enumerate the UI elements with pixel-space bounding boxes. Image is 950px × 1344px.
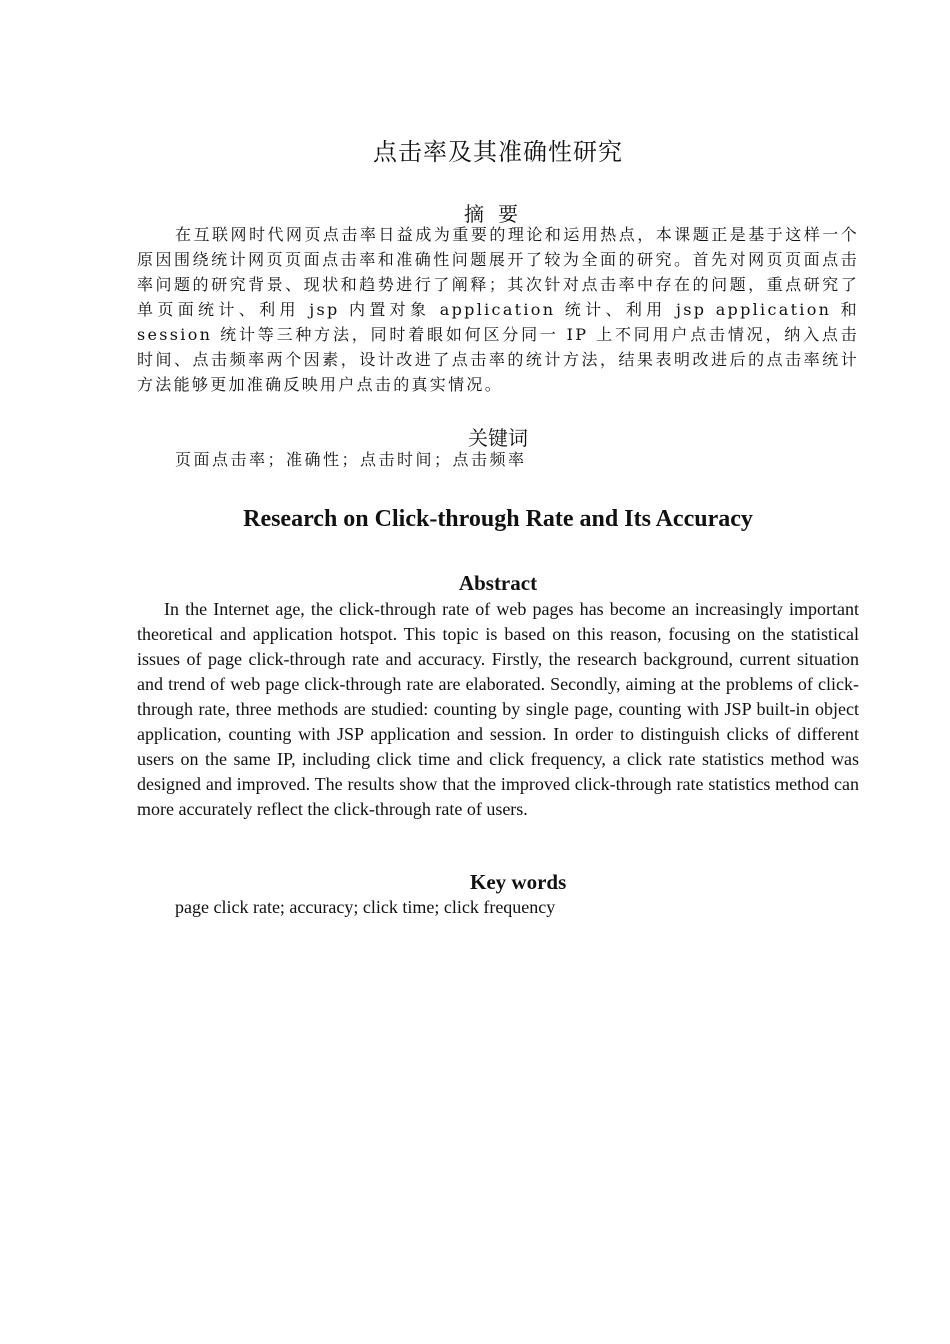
english-abstract-body: In the Internet age, the click-through rate of web pages has become an increasingly important theoretical and application hotspot. This topic is based on this reason, focusing on the statistical issues of page click-through rate and accuracy. Firstly, the research background, current situation and trend of web page click-through rate are elaborated. Secondly, aiming at the problems of click-through rate, three methods are studied: counting by single page, counting with JSP built-in object application, counting with JSP application and session. In order to distinguish clicks of different users on the same IP, including click time and click frequency, a click rate statistics method was designed and improved. The results show that the improved click-through rate statistics method can more accurately reflect the click-through rate of users. (137, 599, 859, 819)
english-keywords: page click rate; accuracy; click time; click frequency (175, 897, 556, 917)
chinese-keywords-heading: 关键词 (468, 426, 528, 450)
chinese-keywords: 页面点击率；准确性；点击时间；点击频率 (175, 450, 527, 469)
chinese-abstract-heading: 摘要 (464, 202, 532, 226)
english-keywords-heading: Key words (470, 870, 567, 894)
english-title: Research on Click-through Rate and Its Accuracy (243, 506, 753, 532)
chinese-abstract-body: 在互联网时代网页点击率日益成为重要的理论和运用热点，本课题正是基于这样一个原因围绕统计网页页面点击率和准确性问题展开了较为全面的研究。首先对网页页面点击率问题的研究背景、现状和趋势进行了阐释；其次针对点击率中存在的问题，重点研究了单页面统计、利用 jsp 内置对象 application 统计、利用 jsp application 和 session 统计等三种方法，同时着眼如何区分同一 IP 上不同用户点击情况，纳入点击时间、点击频率两个因素，设计改进了点击率的统计方法，结果表明改进后的点击率统计方法能够更加准确反映用户点击的真实情况。 (137, 225, 859, 394)
chinese-title: 点击率及其准确性研究 (373, 138, 623, 166)
english-abstract-heading: Abstract (458, 571, 538, 595)
